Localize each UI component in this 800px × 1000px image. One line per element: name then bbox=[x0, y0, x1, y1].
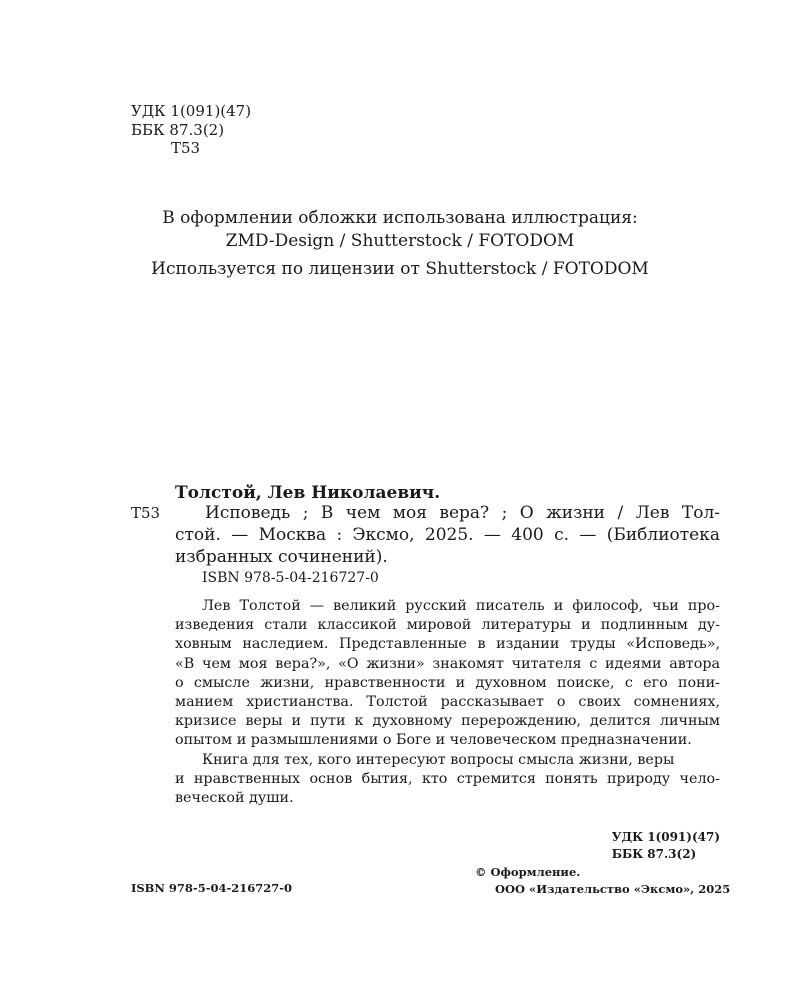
abstract-line: кризисе веры и пути к духовному перерождению, делится личным bbox=[175, 713, 720, 730]
catalog-author: Толстой, Лев Николаевич. bbox=[175, 483, 441, 503]
footer-udk: УДК 1(091)(47) bbox=[611, 830, 720, 844]
catalog-isbn: ISBN 978-5-04-216727-0 bbox=[202, 570, 379, 586]
abstract-line: изведения стали классикой мировой литературы и подлинным ду- bbox=[175, 617, 720, 634]
footer-isbn: ISBN 978-5-04-216727-0 bbox=[131, 881, 293, 895]
abstract-line: веческой души. bbox=[175, 789, 294, 806]
copyright-line-1: © Оформление. bbox=[475, 865, 581, 879]
biblio-line: стой. — Москва : Эксмо, 2025. — 400 с. — (Библиотека bbox=[175, 525, 720, 545]
footer-classification-codes bbox=[612, 829, 720, 863]
abstract-line: о смысле жизни, нравственности и духовном поиске, с его пони- bbox=[175, 674, 720, 691]
abstract-line: Лев Толстой — великий русский писатель и философ, чьи про- bbox=[202, 598, 720, 614]
cover-credit-line-1: В оформлении обложки использована иллюстрация: bbox=[162, 208, 638, 228]
biblio-line: Исповедь ; В чем моя вера? ; О жизни / Лев Тол- bbox=[205, 503, 720, 523]
cover-credit bbox=[0, 207, 800, 281]
abstract-line: «В чем моя вера?», «О жизни» знакомят читателя с идеями автора bbox=[175, 655, 720, 672]
bibliographic-description bbox=[175, 502, 720, 568]
abstract-line: опытом и размышлениями о Боге и человеческом предназначении. bbox=[175, 732, 692, 749]
bbk-code: ББК 87.3(2) bbox=[131, 120, 225, 139]
abstract-line: манием христианства. Толстой рассказывает о своих сомнениях, bbox=[175, 693, 720, 710]
biblio-line: избранных сочинений). bbox=[175, 547, 388, 567]
abstract bbox=[175, 597, 720, 808]
abstract-line: Книга для тех, кого интересуют вопросы смысла жизни, веры bbox=[202, 751, 675, 768]
classification-codes bbox=[131, 102, 251, 158]
udk-code: УДК 1(091)(47) bbox=[131, 102, 252, 120]
abstract-line: и нравственных основ бытия, кто стремится понять природу чело- bbox=[175, 770, 720, 787]
footer-bbk: ББК 87.3(2) bbox=[611, 847, 697, 861]
copyright bbox=[475, 864, 730, 898]
catalog-code: Т53 bbox=[131, 504, 161, 522]
abstract-line: ховным наследием. Представленные в издании труды «Исповедь», bbox=[175, 636, 720, 653]
copyright-line-2: ООО «Издательство «Эксмо», 2025 bbox=[495, 882, 731, 896]
license-note: Используется по лицензии от Shutterstock / FOTODOM bbox=[151, 259, 649, 279]
cover-credit-line-2: ZMD-Design / Shutterstock / FOTODOM bbox=[225, 231, 575, 251]
author-mark: Т53 bbox=[171, 139, 201, 157]
